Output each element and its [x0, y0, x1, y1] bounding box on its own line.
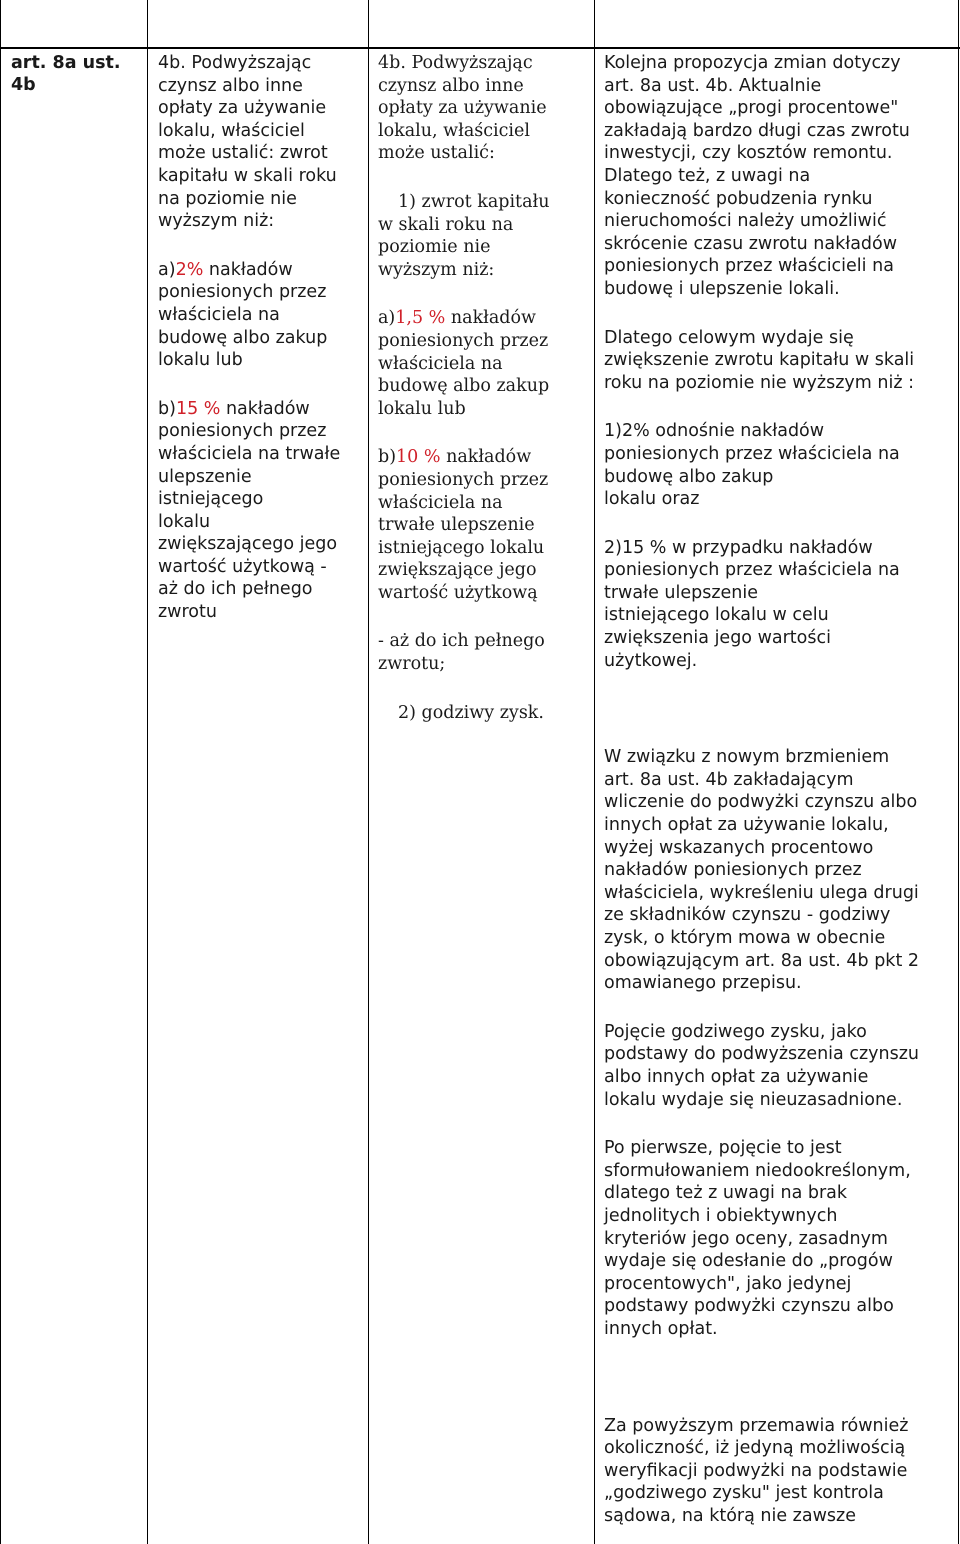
- text-line: - aż do ich pełnego: [378, 631, 545, 652]
- text-line: poziomie nie: [378, 237, 491, 258]
- text-line: dlatego też z uwagi na brak: [604, 1183, 848, 1204]
- text-line: innych opłat za używanie lokalu,: [604, 815, 889, 836]
- text-line: może ustalić:: [378, 143, 495, 164]
- table-row-separator: [0, 47, 960, 49]
- text-line: 4b. Podwyższając: [378, 53, 533, 73]
- justification-paragraph: [604, 1021, 954, 1111]
- text-line: istniejącego lokalu: [378, 537, 545, 558]
- text-line: konieczność pobudzenia rynku: [604, 188, 873, 209]
- table-border-right: [958, 0, 959, 1544]
- point-a-line: [378, 307, 588, 330]
- text-line: właściciela na: [158, 304, 280, 325]
- text-line: poniesionych przez: [158, 282, 327, 303]
- text-line: lokalu, właściciel: [378, 120, 530, 141]
- text-line: zwiększenia jego wartości: [604, 628, 831, 649]
- text-line: 2)15 % w przypadku nakładów: [604, 537, 873, 558]
- text-line: czynsz albo inne: [158, 75, 303, 96]
- text-line: poniesionych przez: [378, 469, 549, 490]
- point-a-text: nakładów: [203, 259, 293, 280]
- percentage-value: 2%: [175, 259, 204, 280]
- text-line: zakładają bardzo długi czas zwrotu: [604, 120, 910, 141]
- text-line: wartość użytkową: [378, 582, 538, 603]
- table-border-col4: [594, 0, 595, 1544]
- text-line: zysk, o którym mowa w obecnie: [604, 928, 886, 948]
- text-line: obowiązujące „progi procentowe": [604, 98, 899, 119]
- text-line: inwestycji, czy kosztów remontu.: [604, 143, 893, 164]
- text-line: budowę albo zakup: [158, 327, 328, 348]
- text-line: wyżej wskazanych procentowo: [604, 837, 874, 858]
- text-line: trwałe ulepszenie: [378, 515, 535, 536]
- text-line: wyższym niż:: [158, 211, 275, 232]
- text-line: istniejącego: [158, 489, 264, 510]
- text-line: wliczenie do podwyżki czynszu albo: [604, 792, 918, 813]
- text-line: sądowa, na którą nie zawsze: [604, 1505, 856, 1526]
- text-line: W związku z nowym brzmieniem: [604, 747, 890, 768]
- text-line: innych opłat.: [604, 1318, 718, 1339]
- text-line: lokalu oraz: [604, 489, 700, 510]
- article-reference-line: 4b: [11, 75, 36, 95]
- percentage-value: 10 %: [396, 447, 441, 468]
- table-border-col3: [368, 0, 369, 1544]
- text-line: jednolitych i obiektywnych: [604, 1205, 838, 1226]
- text-line: ze składników czynszu - godziwy: [604, 905, 891, 926]
- point-b-prefix: b): [158, 398, 176, 419]
- point-a-prefix: a): [158, 259, 176, 280]
- text-line: kapitału w skali roku: [158, 165, 337, 186]
- text-line: „godziwego zysku" jest kontrola: [604, 1483, 884, 1504]
- point-a-prefix: a): [378, 308, 396, 329]
- text-line: wydaje się odesłanie do „progów: [604, 1251, 893, 1272]
- table-border-col2: [147, 0, 148, 1544]
- justification-paragraph: [604, 1137, 954, 1340]
- point-a-text: nakładów: [445, 308, 536, 329]
- text-line: nieruchomości należy umożliwić: [604, 211, 887, 232]
- text-line: użytkowej.: [604, 650, 698, 671]
- text-line: lokalu, właściciel: [158, 120, 305, 141]
- justification-paragraph: [604, 420, 954, 510]
- text-line: trwałe ulepszenie: [604, 582, 759, 603]
- point-b-line: [158, 398, 363, 421]
- text-line: art. 8a ust. 4b. Aktualnie: [604, 75, 822, 96]
- text-line: poniesionych przez właściciela na: [604, 560, 900, 581]
- text-line: zwiększenie zwrotu kapitału w skali: [604, 350, 915, 371]
- text-line: właściciela, wykreśleniu ulega drugi: [604, 882, 919, 903]
- point-b-line: [378, 446, 588, 469]
- text-line: podstawy podwyżki czynszu albo: [604, 1296, 894, 1317]
- justification-paragraph: [604, 1415, 954, 1528]
- text-line: właściciela na: [378, 353, 503, 374]
- table-border-left: [0, 0, 1, 1544]
- percentage-value: 15 %: [175, 398, 221, 419]
- text-line: budowę albo zakup: [378, 376, 550, 397]
- text-line: ulepszenie: [158, 466, 252, 487]
- text-line: lokalu wydaje się nieuzasadnione.: [604, 1089, 903, 1110]
- justification-cell: [604, 52, 954, 1527]
- text-line: poniesionych przez właścicieli na: [604, 256, 894, 277]
- proposed-text-cell: [378, 52, 588, 724]
- text-line: weryfikacji podwyżki na podstawie: [604, 1460, 908, 1481]
- text-line: właściciela na trwałe: [158, 443, 341, 464]
- text-line: na poziomie nie: [158, 188, 297, 209]
- text-line: Za powyższym przemawia również: [604, 1415, 909, 1436]
- text-line: art. 8a ust. 4b zakładającym: [604, 769, 854, 790]
- article-reference-line: art. 8a ust.: [11, 53, 121, 73]
- text-line: podstawy do podwyższenia czynszu: [604, 1044, 919, 1065]
- text-line: czynsz albo inne: [378, 75, 524, 96]
- text-line: zwrotu: [158, 602, 217, 623]
- point-a-line: [158, 259, 363, 282]
- text-line: budowę albo zakup: [604, 466, 774, 487]
- point-2-line: 2) godziwy zysk.: [398, 702, 544, 723]
- justification-paragraph: [604, 327, 954, 395]
- point-b-text: nakładów: [440, 447, 532, 468]
- text-line: omawianego przepisu.: [604, 973, 802, 994]
- text-line: lokalu lub: [378, 398, 466, 419]
- point-1-line: 1) zwrot kapitału: [398, 191, 550, 212]
- justification-paragraph: [604, 746, 954, 995]
- text-line: procentowych", jako jedynej: [604, 1273, 852, 1294]
- text-line: obowiązującym art. 8a ust. 4b pkt 2: [604, 950, 919, 971]
- text-line: roku na poziomie nie wyższym niż :: [604, 372, 914, 393]
- text-line: poniesionych przez: [158, 421, 327, 442]
- text-line: może ustalić: zwrot: [158, 143, 328, 164]
- article-reference-cell: [11, 52, 141, 96]
- text-line: albo innych opłat za używanie: [604, 1066, 869, 1087]
- text-line: wyższym niż:: [378, 259, 495, 280]
- text-line: Po pierwsze, pojęcie to jest: [604, 1138, 842, 1159]
- text-line: zwiększającego jego: [158, 534, 338, 555]
- text-line: okoliczność, iż jedyną możliwością: [604, 1438, 906, 1459]
- text-line: poniesionych przez właściciela na: [604, 443, 900, 464]
- text-line: istniejącego lokalu w celu: [604, 605, 829, 626]
- text-line: sformułowaniem niedookreślonym,: [604, 1160, 911, 1181]
- text-line: wartość użytkową -: [158, 556, 327, 577]
- text-line: budowę i ulepszenie lokali.: [604, 278, 840, 299]
- text-line: Kolejna propozycja zmian dotyczy: [604, 53, 901, 73]
- text-line: aż do ich pełnego: [158, 579, 313, 600]
- text-line: poniesionych przez: [378, 330, 549, 351]
- justification-paragraph: [604, 537, 954, 673]
- text-line: Pojęcie godziwego zysku, jako: [604, 1021, 867, 1042]
- text-line: właściciela na: [378, 492, 503, 513]
- text-line: skrócenie czasu zwrotu nakładów: [604, 233, 898, 254]
- text-line: 1)2% odnośnie nakładów: [604, 421, 825, 442]
- text-line: zwrotu;: [378, 654, 446, 675]
- text-line: lokalu lub: [158, 350, 243, 371]
- percentage-value: 1,5 %: [395, 308, 446, 329]
- text-line: Dlatego celowym wydaje się: [604, 327, 854, 348]
- text-line: nakładów poniesionych przez: [604, 860, 862, 881]
- text-line: w skali roku na: [378, 214, 514, 235]
- text-line: opłaty za używanie: [378, 98, 547, 119]
- text-line: lokalu: [158, 511, 211, 532]
- text-line: 4b. Podwyższając: [158, 53, 312, 73]
- text-line: kryteriów jego oceny, zasadnym: [604, 1228, 888, 1249]
- current-text-cell: [158, 52, 363, 624]
- point-b-text: nakładów: [220, 398, 310, 419]
- point-b-prefix: b): [378, 447, 397, 468]
- justification-paragraph: [604, 52, 954, 301]
- text-line: opłaty za używanie: [158, 98, 327, 119]
- text-line: Dlatego też, z uwagi na: [604, 165, 811, 186]
- text-line: zwiększające jego: [378, 560, 537, 581]
